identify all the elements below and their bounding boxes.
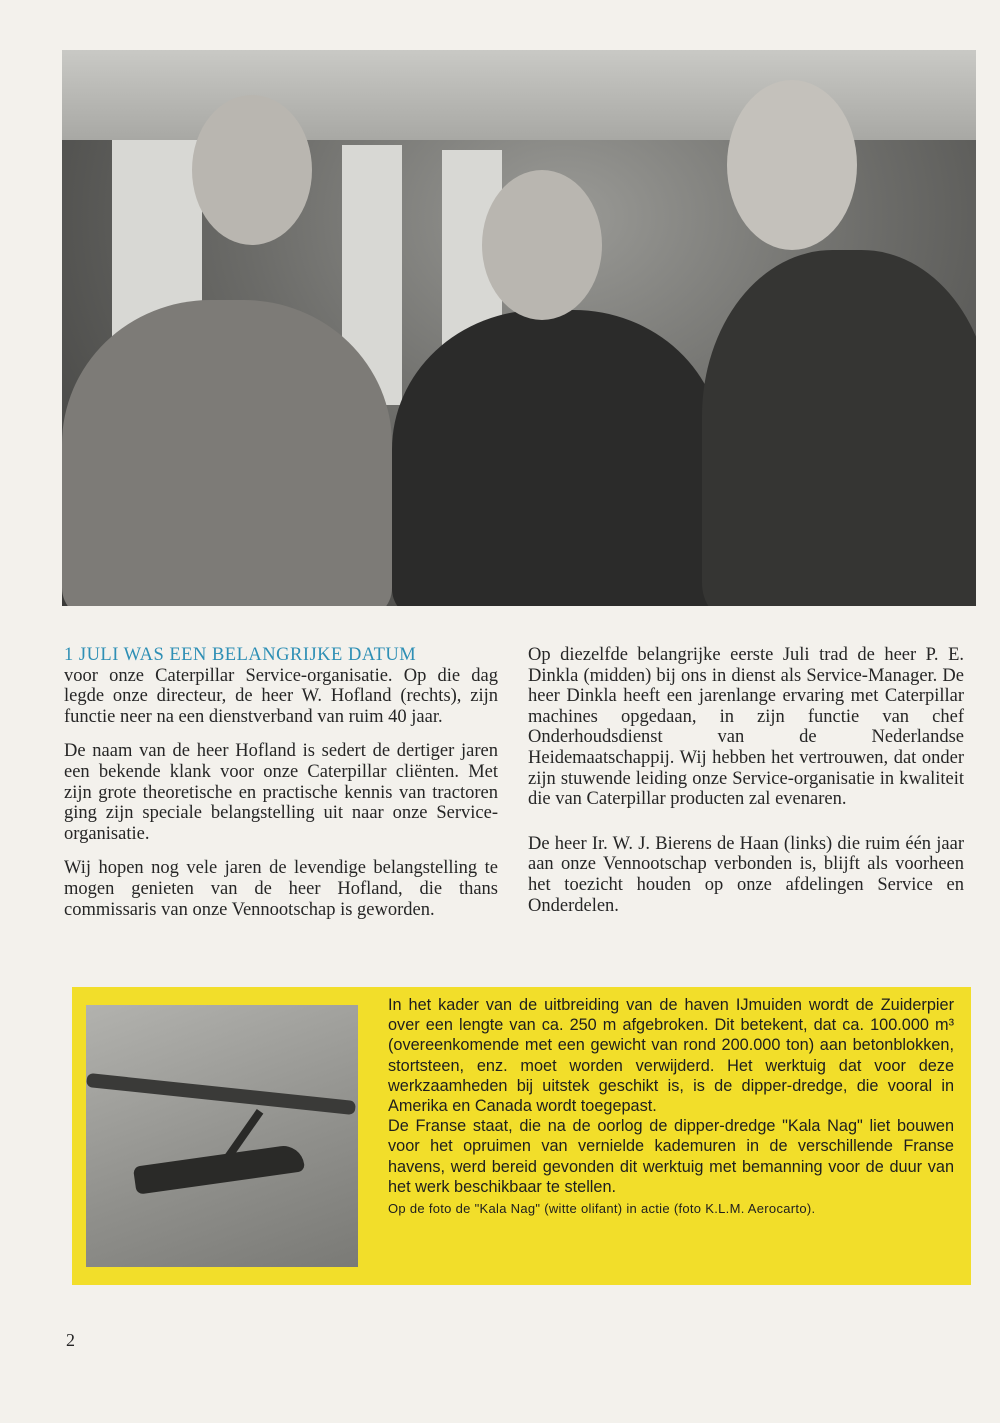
person-right	[702, 250, 976, 606]
info-paragraph: De Franse staat, die na de oorlog de dipper-dredge "Kala Nag" liet bouwen voor het opruimen van vernielde kademuren in de verschillende Franse havens, werd bereid gevonden dit werktuig met bemanning voor de duur van het werk beschikbaar te stellen.	[388, 1117, 954, 1196]
info-box-text	[388, 995, 954, 1219]
person-left-head	[192, 95, 312, 245]
article-right-column	[528, 645, 964, 930]
article-paragraph: Wij hopen nog vele jaren de levendige belangstelling te mogen genieten van de heer Hofland, die thans commissaris van onze Vennootschap is geworden.	[64, 858, 498, 920]
photo-pier	[86, 1073, 356, 1115]
article-paragraph: De naam van de heer Hofland is sedert de dertiger jaren een bekende klank voor onze Caterpillar cliënten. Met zijn grote theoretische en practische kennis van tractoren ging zijn speciale belangstelling uit naar onze Service-organisatie.	[64, 741, 498, 844]
photo-caption: Op de foto de "Kala Nag" (witte olifant) in actie (foto K.L.M. Aerocarto).	[388, 1201, 816, 1217]
person-right-head	[727, 80, 857, 250]
page-number: 2	[66, 1330, 75, 1350]
article-paragraph: De heer Ir. W. J. Bierens de Haan (links) die ruim één jaar aan onze Vennootschap verbonden is, blijft als voorheen het toezicht houden op onze afdelingen Service en Onderdelen.	[528, 833, 964, 916]
article-paragraph: Op diezelfde belangrijke eerste Juli trad de heer P. E. Dinkla (midden) bij ons in dienst als Service-Manager. De heer Dinkla heeft een jarenlange ervaring met Caterpillar machines opgedaan, in zijn functie van chef Onderhoudsdienst van de Nederlandse Heidemaatschappij. Wij hebben het vertrouwen, dat onder zijn stuwende leiding onze Service-organisatie in kwaliteit die van Caterpillar producten zal evenaren.	[528, 645, 964, 810]
photo-dipper-dredge	[86, 1005, 358, 1267]
photo-three-men	[62, 50, 976, 606]
person-middle-head	[482, 170, 602, 320]
person-middle	[392, 310, 722, 606]
info-paragraph: In het kader van de uitbreiding van de haven IJmuiden wordt de Zuiderpier over een lengte van ca. 250 m afgebroken. Dit betekent, dat ca. 100.000 m³ (overeenkomende met een gewicht van rond 200.000 ton) aan betonblokken, stortsteen, enz. moet worden verwijderd. Het werktuig dat voor deze werkzaamheden bij uitstek geschikt is, is de dipper-dredge, die vooral in Amerika en Canada wordt toegepast.	[388, 996, 954, 1116]
photo-ship	[133, 1143, 305, 1194]
article-heading: 1 JULI WAS EEN BELANGRIJKE DATUM	[64, 645, 417, 665]
person-left	[62, 300, 392, 606]
article-paragraph: voor onze Caterpillar Service-organisatie. Op die dag legde onze directeur, de heer W. Hofland (rechts), zijn functie neer na een dienstverband van ruim 40 jaar.	[64, 665, 498, 727]
article-left-column	[64, 645, 498, 934]
